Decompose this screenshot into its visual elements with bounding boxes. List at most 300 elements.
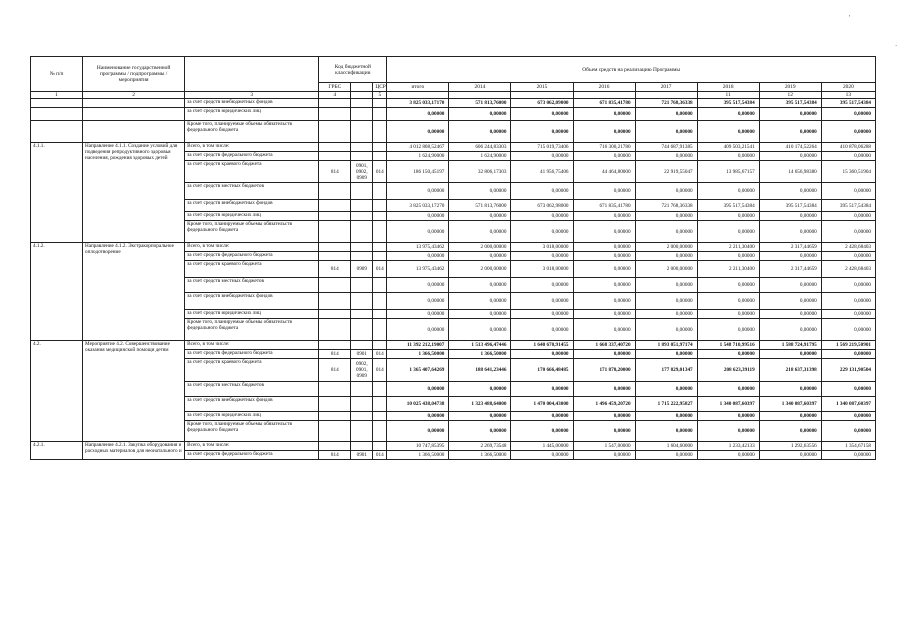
code-rz	[351, 252, 373, 261]
amount-cell: 0,00000	[697, 421, 759, 442]
amount-cell: 0,00000	[697, 319, 759, 341]
amount-cell: 0,00000	[449, 319, 511, 341]
amount-cell: 0,00000	[511, 412, 573, 421]
amount-cell: 0,00000	[449, 221, 511, 243]
amount-cell: 395 517,54384	[759, 200, 821, 212]
amount-cell: 3 018,00000	[511, 261, 573, 278]
amount-cell: 2 428,68403	[821, 243, 875, 252]
amount-cell: 2 000,00000	[449, 243, 511, 252]
amount-cell: 673 062,09000	[511, 99, 573, 108]
code-grbs: 814	[319, 451, 351, 460]
code-csr	[373, 293, 387, 310]
amount-cell: 1 445,00000	[511, 442, 573, 451]
program-name	[83, 99, 185, 108]
program-name: Направление 4.2.1. Закупка оборудования и расходных материалов для неонатального и	[83, 442, 185, 460]
header-grbs: ГРБС	[319, 83, 351, 92]
index-cell: 11	[697, 92, 759, 99]
amount-cell: 13 985,67157	[697, 161, 759, 183]
funding-source: Всего, в том числе:	[185, 442, 319, 451]
funding-source: за счет средств юридических лиц	[185, 310, 319, 319]
code-csr: 014	[373, 261, 387, 278]
amount-cell: 1 340 087,60397	[759, 397, 821, 412]
amount-cell: 0,00000	[697, 350, 759, 359]
amount-cell: 0,00000	[635, 221, 697, 243]
amount-cell: 1 496 459,20720	[573, 397, 635, 412]
index-cell: 3	[185, 92, 319, 99]
amount-cell: 0,00000	[697, 108, 759, 121]
amount-cell: 1 292,63556	[759, 442, 821, 451]
amount-cell: 0,00000	[449, 183, 511, 200]
amount-cell: 0,00000	[387, 183, 449, 200]
amount-cell: 0,00000	[635, 412, 697, 421]
amount-cell: 1 569 219,50901	[821, 341, 875, 350]
funding-source: за счет средств местных бюджетов	[185, 278, 319, 293]
amount-cell: 0,00000	[697, 121, 759, 143]
amount-cell: 0,00000	[697, 412, 759, 421]
code-csr: 014	[373, 451, 387, 460]
amount-cell: 1 624,90000	[449, 152, 511, 161]
table-row	[31, 143, 876, 152]
code-rz	[351, 341, 373, 350]
row-number: 4.1.2.	[31, 243, 83, 341]
amount-cell: 10 747,85395	[387, 442, 449, 451]
amount-cell: 0,00000	[449, 310, 511, 319]
amount-cell: 410 878,06288	[821, 143, 875, 152]
amount-cell: 395 517,54384	[697, 99, 759, 108]
code-csr	[373, 278, 387, 293]
amount-cell: 0,00000	[449, 108, 511, 121]
code-grbs	[319, 183, 351, 200]
amount-cell: 0,00000	[821, 278, 875, 293]
code-rz	[351, 200, 373, 212]
amount-cell: 0,00000	[511, 451, 573, 460]
index-cell	[449, 92, 511, 99]
amount-cell: 0,00000	[759, 152, 821, 161]
program-name	[83, 121, 185, 143]
amount-cell: 1 354,67158	[821, 442, 875, 451]
amount-cell: 208 623,39119	[697, 359, 759, 382]
code-rz	[351, 152, 373, 161]
amount-cell: 41 956,75406	[511, 161, 573, 183]
code-rz	[351, 397, 373, 412]
amount-cell: 0,00000	[511, 221, 573, 243]
budget-table	[30, 56, 876, 460]
code-grbs	[319, 152, 351, 161]
code-rz: 0901	[351, 451, 373, 460]
amount-cell: 0,00000	[821, 108, 875, 121]
code-grbs: 814	[319, 261, 351, 278]
amount-cell: 13 975,43462	[387, 261, 449, 278]
amount-cell: 0,00000	[573, 382, 635, 397]
amount-cell: 0,00000	[697, 310, 759, 319]
code-csr	[373, 152, 387, 161]
index-cell: 1	[31, 92, 83, 99]
code-rz	[351, 243, 373, 252]
funding-source: за счет средств внебюджетных фондов	[185, 200, 319, 212]
code-grbs	[319, 341, 351, 350]
funding-source: за счет средств федерального бюджета	[185, 152, 319, 161]
amount-cell: 4 012 808,52467	[387, 143, 449, 152]
amount-cell: 0,00000	[511, 121, 573, 143]
table-row	[31, 99, 876, 108]
index-cell: 5	[373, 92, 387, 99]
code-rz	[351, 183, 373, 200]
code-rz	[351, 278, 373, 293]
header-year-2017: 2017	[635, 83, 697, 92]
amount-cell: 673 062,98000	[511, 200, 573, 212]
amount-cell: 0,00000	[821, 319, 875, 341]
amount-cell: 0,00000	[511, 183, 573, 200]
amount-cell: 218 637,31398	[759, 359, 821, 382]
amount-cell: 0,00000	[635, 382, 697, 397]
code-csr	[373, 319, 387, 341]
amount-cell: 1 340 087,60397	[821, 397, 875, 412]
amount-cell: 0,00000	[387, 278, 449, 293]
amount-cell: 1 233,42133	[697, 442, 759, 451]
amount-cell: 2 317,44659	[759, 243, 821, 252]
amount-cell: 10 025 438,04738	[387, 397, 449, 412]
index-cell: 2	[83, 92, 185, 99]
amount-cell: 44 464,80000	[573, 161, 635, 183]
amount-cell: 0,00000	[573, 319, 635, 341]
header-year-2020: 2020	[821, 83, 875, 92]
amount-cell: 0,00000	[697, 382, 759, 397]
amount-cell: 3 018,00000	[511, 243, 573, 252]
table-row	[31, 108, 876, 121]
index-cell	[351, 92, 373, 99]
code-csr	[373, 310, 387, 319]
amount-cell: 0,00000	[697, 221, 759, 243]
header-year-2016: 2016	[573, 83, 635, 92]
code-csr	[373, 200, 387, 212]
code-rz	[351, 121, 373, 143]
amount-cell: 171 878,20000	[573, 359, 635, 382]
amount-cell: 13 975,43462	[387, 243, 449, 252]
amount-cell: 0,00000	[759, 421, 821, 442]
program-name	[83, 108, 185, 121]
header-kbk: Код бюджетной классификации	[319, 57, 387, 83]
amount-cell: 0,00000	[635, 310, 697, 319]
row-number	[31, 99, 83, 108]
amount-cell: 1 366,50000	[387, 350, 449, 359]
row-number	[31, 121, 83, 143]
code-grbs	[319, 293, 351, 310]
index-cell: 13	[821, 92, 875, 99]
row-number: 4.2.1.	[31, 442, 83, 460]
amount-cell: 0,00000	[573, 293, 635, 310]
amount-cell: 0,00000	[821, 412, 875, 421]
amount-cell: 0,00000	[759, 382, 821, 397]
amount-cell: 1 715 222,95827	[635, 397, 697, 412]
amount-cell: 606 244,83303	[449, 143, 511, 152]
amount-cell: 0,00000	[821, 252, 875, 261]
amount-cell: 0,00000	[511, 212, 573, 221]
amount-cell: 0,00000	[573, 451, 635, 460]
amount-cell: 32 806,17303	[449, 161, 511, 183]
funding-source: Кроме того, планируемые объемы обязательств федерального бюджета	[185, 421, 319, 442]
code-grbs	[319, 143, 351, 152]
index-cell	[635, 92, 697, 99]
amount-cell: 0,00000	[449, 293, 511, 310]
code-rz	[351, 382, 373, 397]
header-year-2015: 2015	[511, 83, 573, 92]
amount-cell: 22 919,55047	[635, 161, 697, 183]
header-csr: ЦСР	[373, 83, 387, 92]
code-grbs	[319, 221, 351, 243]
code-rz	[351, 108, 373, 121]
amount-cell: 0,00000	[759, 278, 821, 293]
amount-cell: 395 517,54384	[821, 200, 875, 212]
amount-cell: 0,00000	[511, 293, 573, 310]
amount-cell: 0,00000	[759, 451, 821, 460]
amount-cell: 0,00000	[635, 319, 697, 341]
code-rz: 0909	[351, 261, 373, 278]
program-name: Направление 4.1.1. Создание условий для подведения репродуктивного здоровья населения, рождения здоровых детей	[83, 143, 185, 243]
amount-cell: 0,00000	[573, 108, 635, 121]
code-csr	[373, 121, 387, 143]
code-grbs	[319, 243, 351, 252]
code-grbs	[319, 252, 351, 261]
funding-source: за счет средств краевого бюджета	[185, 261, 319, 278]
amount-cell: 395 517,54384	[697, 200, 759, 212]
amount-cell: 1 547,00000	[573, 442, 635, 451]
index-cell	[387, 92, 449, 99]
amount-cell: 0,00000	[697, 183, 759, 200]
code-rz	[351, 212, 373, 221]
table-row	[31, 243, 876, 252]
amount-cell: 1 588 724,91795	[759, 341, 821, 350]
code-csr	[373, 421, 387, 442]
amount-cell: 0,00000	[449, 212, 511, 221]
amount-cell: 1 366,50000	[449, 451, 511, 460]
amount-cell: 0,00000	[759, 221, 821, 243]
amount-cell: 395 517,54384	[759, 99, 821, 108]
amount-cell: 410 174,52264	[759, 143, 821, 152]
amount-cell: 0,00000	[635, 212, 697, 221]
amount-cell: 0,00000	[821, 183, 875, 200]
amount-cell: 0,00000	[697, 212, 759, 221]
amount-cell: 1 893 051,97174	[635, 341, 697, 350]
amount-cell: 1 340 087,60397	[697, 397, 759, 412]
amount-cell: 671 835,41780	[573, 99, 635, 108]
amount-cell: 0,00000	[449, 412, 511, 421]
amount-cell: 0,00000	[821, 221, 875, 243]
index-cell	[573, 92, 635, 99]
program-name: Мероприятие 4.2. Совершенствование оказания медицинской помощи детям	[83, 341, 185, 442]
amount-cell: 0,00000	[573, 278, 635, 293]
table-row	[31, 341, 876, 350]
header-rz	[351, 83, 373, 92]
amount-cell: 0,00000	[511, 421, 573, 442]
amount-cell: 0,00000	[635, 421, 697, 442]
code-grbs	[319, 108, 351, 121]
amount-cell: 0,00000	[511, 152, 573, 161]
amount-cell: 2 317,44659	[759, 261, 821, 278]
code-grbs	[319, 382, 351, 397]
funding-source: за счет средств внебюджетных фондов	[185, 397, 319, 412]
code-rz: 0901	[351, 350, 373, 359]
amount-cell: 0,00000	[821, 293, 875, 310]
funding-source: Кроме того, планируемые объемы обязательств федерального бюджета	[185, 121, 319, 143]
amount-cell: 0,00000	[573, 152, 635, 161]
side-mark: `	[895, 44, 898, 52]
amount-cell: 0,00000	[573, 350, 635, 359]
amount-cell: 0,00000	[759, 212, 821, 221]
budget-table-body	[31, 99, 876, 460]
amount-cell: 0,00000	[387, 108, 449, 121]
amount-cell: 0,00000	[387, 221, 449, 243]
amount-cell: 0,00000	[821, 121, 875, 143]
amount-cell: 0,00000	[697, 252, 759, 261]
code-rz: 0901, 0902, 0909	[351, 161, 373, 183]
amount-cell: 0,00000	[573, 121, 635, 143]
amount-cell: 715 019,73406	[511, 143, 573, 152]
amount-cell: 0,00000	[635, 152, 697, 161]
funding-source: Кроме того, планируемые объемы обязательств федерального бюджета	[185, 221, 319, 243]
amount-cell: 1 513 496,47446	[449, 341, 511, 350]
amount-cell: 186 150,45197	[387, 161, 449, 183]
code-grbs	[319, 310, 351, 319]
amount-cell: 0,00000	[821, 451, 875, 460]
amount-cell: 721 768,36338	[635, 99, 697, 108]
amount-cell: 15 360,51904	[821, 161, 875, 183]
header-num: № п/п	[31, 57, 83, 92]
funding-source: за счет средств юридических лиц	[185, 212, 319, 221]
amount-cell: 3 825 033,17270	[387, 200, 449, 212]
amount-cell: 0,00000	[573, 212, 635, 221]
row-number	[31, 108, 83, 121]
code-grbs	[319, 212, 351, 221]
amount-cell: 0,00000	[759, 293, 821, 310]
amount-cell: 0,00000	[697, 293, 759, 310]
code-grbs	[319, 421, 351, 442]
funding-source: Всего, в том числе:	[185, 143, 319, 152]
code-csr	[373, 252, 387, 261]
code-csr	[373, 243, 387, 252]
amount-cell: 0,00000	[387, 310, 449, 319]
amount-cell: 0,00000	[387, 421, 449, 442]
amount-cell: 1 366,50000	[449, 350, 511, 359]
amount-cell: 0,00000	[759, 121, 821, 143]
code-grbs: 814	[319, 161, 351, 183]
amount-cell: 0,00000	[759, 252, 821, 261]
corner-mark: '	[849, 14, 851, 22]
header-year-total: итого	[387, 83, 449, 92]
code-grbs	[319, 442, 351, 451]
code-grbs	[319, 121, 351, 143]
row-number: 4.2.	[31, 341, 83, 442]
amount-cell: 0,00000	[449, 278, 511, 293]
amount-cell: 0,00000	[511, 310, 573, 319]
amount-cell: 11 392 212,19007	[387, 341, 449, 350]
amount-cell: 2 000,00000	[635, 261, 697, 278]
amount-cell: 0,00000	[511, 108, 573, 121]
code-grbs: 814	[319, 350, 351, 359]
funding-source: за счет средств местных бюджетов	[185, 183, 319, 200]
code-rz	[351, 221, 373, 243]
code-csr: 014	[373, 350, 387, 359]
amount-cell: 0,00000	[759, 350, 821, 359]
amount-cell: 0,00000	[573, 243, 635, 252]
amount-cell: 0,00000	[573, 261, 635, 278]
funding-source: Всего, в том числе:	[185, 341, 319, 350]
amount-cell: 0,00000	[573, 310, 635, 319]
funding-source: за счет средств юридических лиц	[185, 108, 319, 121]
amount-cell: 0,00000	[387, 293, 449, 310]
amount-cell: 0,00000	[635, 451, 697, 460]
amount-cell: 0,00000	[387, 319, 449, 341]
index-cell	[511, 92, 573, 99]
code-grbs	[319, 412, 351, 421]
table-row	[31, 121, 876, 143]
code-csr	[373, 99, 387, 108]
amount-cell: 0,00000	[697, 451, 759, 460]
amount-cell: 1 640 670,91455	[511, 341, 573, 350]
amount-cell: 0,00000	[821, 310, 875, 319]
amount-cell: 0,00000	[635, 278, 697, 293]
amount-cell: 0,00000	[821, 382, 875, 397]
amount-cell: 0,00000	[387, 412, 449, 421]
amount-cell: 0,00000	[573, 421, 635, 442]
amount-cell: 14 656,98380	[759, 161, 821, 183]
funding-source: за счет средств федерального бюджета	[185, 252, 319, 261]
amount-cell: 0,00000	[387, 121, 449, 143]
code-csr	[373, 397, 387, 412]
amount-cell: 188 641,23446	[449, 359, 511, 382]
code-csr	[373, 212, 387, 221]
amount-cell: 0,00000	[573, 412, 635, 421]
amount-cell: 229 131,90504	[821, 359, 875, 382]
header-source	[185, 57, 319, 92]
table-row	[31, 442, 876, 451]
index-cell: 4	[319, 92, 351, 99]
amount-cell: 0,00000	[449, 121, 511, 143]
code-grbs	[319, 397, 351, 412]
amount-cell: 1 365 407,64269	[387, 359, 449, 382]
amount-cell: 0,00000	[635, 121, 697, 143]
amount-cell: 0,00000	[573, 183, 635, 200]
amount-cell: 0,00000	[635, 108, 697, 121]
header-year-2018: 2018	[697, 83, 759, 92]
amount-cell: 0,00000	[635, 350, 697, 359]
code-rz	[351, 412, 373, 421]
amount-cell: 0,00000	[697, 152, 759, 161]
amount-cell: 0,00000	[759, 183, 821, 200]
amount-cell: 0,00000	[759, 108, 821, 121]
amount-cell: 0,00000	[759, 310, 821, 319]
amount-cell: 1 624,90000	[387, 152, 449, 161]
amount-cell: 0,00000	[635, 183, 697, 200]
code-grbs: 814	[319, 359, 351, 382]
code-csr	[373, 442, 387, 451]
code-csr	[373, 108, 387, 121]
code-grbs	[319, 278, 351, 293]
row-number: 4.1.1.	[31, 143, 83, 243]
amount-cell: 0,00000	[449, 252, 511, 261]
funding-source: за счет средств краевого бюджета	[185, 161, 319, 183]
amount-cell: 0,00000	[387, 382, 449, 397]
amount-cell: 1 604,60000	[635, 442, 697, 451]
funding-source: за счет средств внебюджетных фондов	[185, 293, 319, 310]
header-volume: Объем средств на реализацию Программы	[387, 57, 876, 83]
amount-cell: 0,00000	[635, 252, 697, 261]
amount-cell: 0,00000	[511, 350, 573, 359]
amount-cell: 0,00000	[573, 252, 635, 261]
funding-source: Всего, в том числе:	[185, 243, 319, 252]
program-name: Направление 4.1.2. Экстракорпоральное оплодотворение	[83, 243, 185, 341]
amount-cell: 395 517,54384	[821, 99, 875, 108]
code-csr	[373, 412, 387, 421]
